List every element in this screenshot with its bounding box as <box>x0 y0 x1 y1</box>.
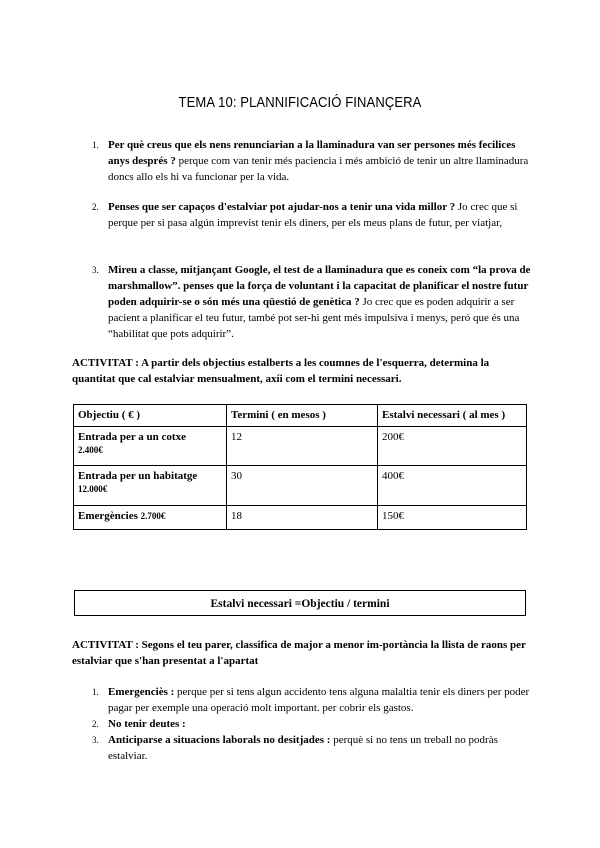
question-1 <box>92 137 532 185</box>
activity-1-instructions: ACTIVITAT : A partir dels objectius estalberts a les coumnes de l'esquerra, determina la quantitat que cal estalviar mensualment, axíi com el termini necessari. <box>72 357 490 385</box>
reason-2 <box>92 716 532 732</box>
question-number: 1. <box>92 140 99 150</box>
reason-answer: perquè si no tens un treball no podràs estalviar. <box>108 734 498 762</box>
objective-cell: Entrada per a un cotxe 2.400€ <box>74 427 227 466</box>
answer-text: Jo crec que si perque per si pasa algún imprevist tenir els diners, per els meus plans de futur, per viatjar, <box>108 201 518 229</box>
saving-cell: 400€ <box>378 466 527 506</box>
question-text: Penses que ser capaços d'estalviar pot ajudar-nos a tenir una vida millor ? <box>108 201 456 213</box>
question-number: 2. <box>92 202 99 212</box>
reason-answer: perque per si tens algun accidento tens alguna malaltia tenir els diners per poder pagar per exemple una operació molt important. per cobrir els gastos. <box>108 686 530 714</box>
formula-box: Estalvi necessari =Objectiu / termini <box>74 590 526 616</box>
table-row <box>74 427 527 466</box>
reason-number: 3. <box>92 735 99 745</box>
header-saving: Estalvi necessari ( al mes ) <box>378 405 527 427</box>
savings-table <box>73 404 527 530</box>
table-header-row <box>74 405 527 427</box>
saving-cell: 200€ <box>378 427 527 466</box>
term-cell: 18 <box>227 506 378 530</box>
saving-cell: 150€ <box>378 506 527 530</box>
question-text: Per què creus que els nens renunciarian a la llaminadura van ser persones més fecilices anys després ? <box>108 139 516 167</box>
question-number: 3. <box>92 265 99 275</box>
reason-number: 2. <box>92 719 99 729</box>
reason-title: Anticiparse a situacions laborals no desitjades : <box>108 734 331 746</box>
answer-text: Jo crec que es poden adquirir a ser pacient a planificar el teu futur, també pot ser-hi gent més impulsiva i menys, peró que és una “habilitat que pots adquirir”. <box>108 296 520 340</box>
table-row <box>74 466 527 506</box>
reason-title: Emergenciès : <box>108 686 175 698</box>
page-title: TEMA 10: PLANNIFICACIÓ FINANÇERA <box>178 95 422 111</box>
question-3 <box>92 262 532 342</box>
activity-2-instructions: ACTIVITAT : Segons el teu parer, classifica de major a menor im-portància la llista de raons per estalviar que s'han presentat a l'apartat <box>72 639 526 667</box>
reason-3 <box>92 732 532 764</box>
objective-cell: Emergències 2.700€ <box>74 506 227 530</box>
question-text: Mireu a classe, mitjançant Google, el test de a llaminadura que es coneix com “la prova de marshmallow”. penses que la força de voluntant i la capacitat de planificar el nostre futur poden adquirir-se o són més una qüestió de genètica ? <box>108 264 531 308</box>
term-cell: 12 <box>227 427 378 466</box>
question-2 <box>92 199 532 231</box>
table-row <box>74 506 527 530</box>
reason-title: No tenir deutes : <box>108 718 186 730</box>
objective-cell: Entrada per un habitatge 12.000€ <box>74 466 227 506</box>
header-objective: Objectiu ( € ) <box>74 405 227 427</box>
header-term: Termini ( en mesos ) <box>227 405 378 427</box>
reason-number: 1. <box>92 687 99 697</box>
reason-1 <box>92 684 532 716</box>
term-cell: 30 <box>227 466 378 506</box>
answer-text: perque com van tenir més paciencia i més ambició de tenir un altre llaminadura doncs allo els hi va funcionar per la vida. <box>108 155 529 183</box>
